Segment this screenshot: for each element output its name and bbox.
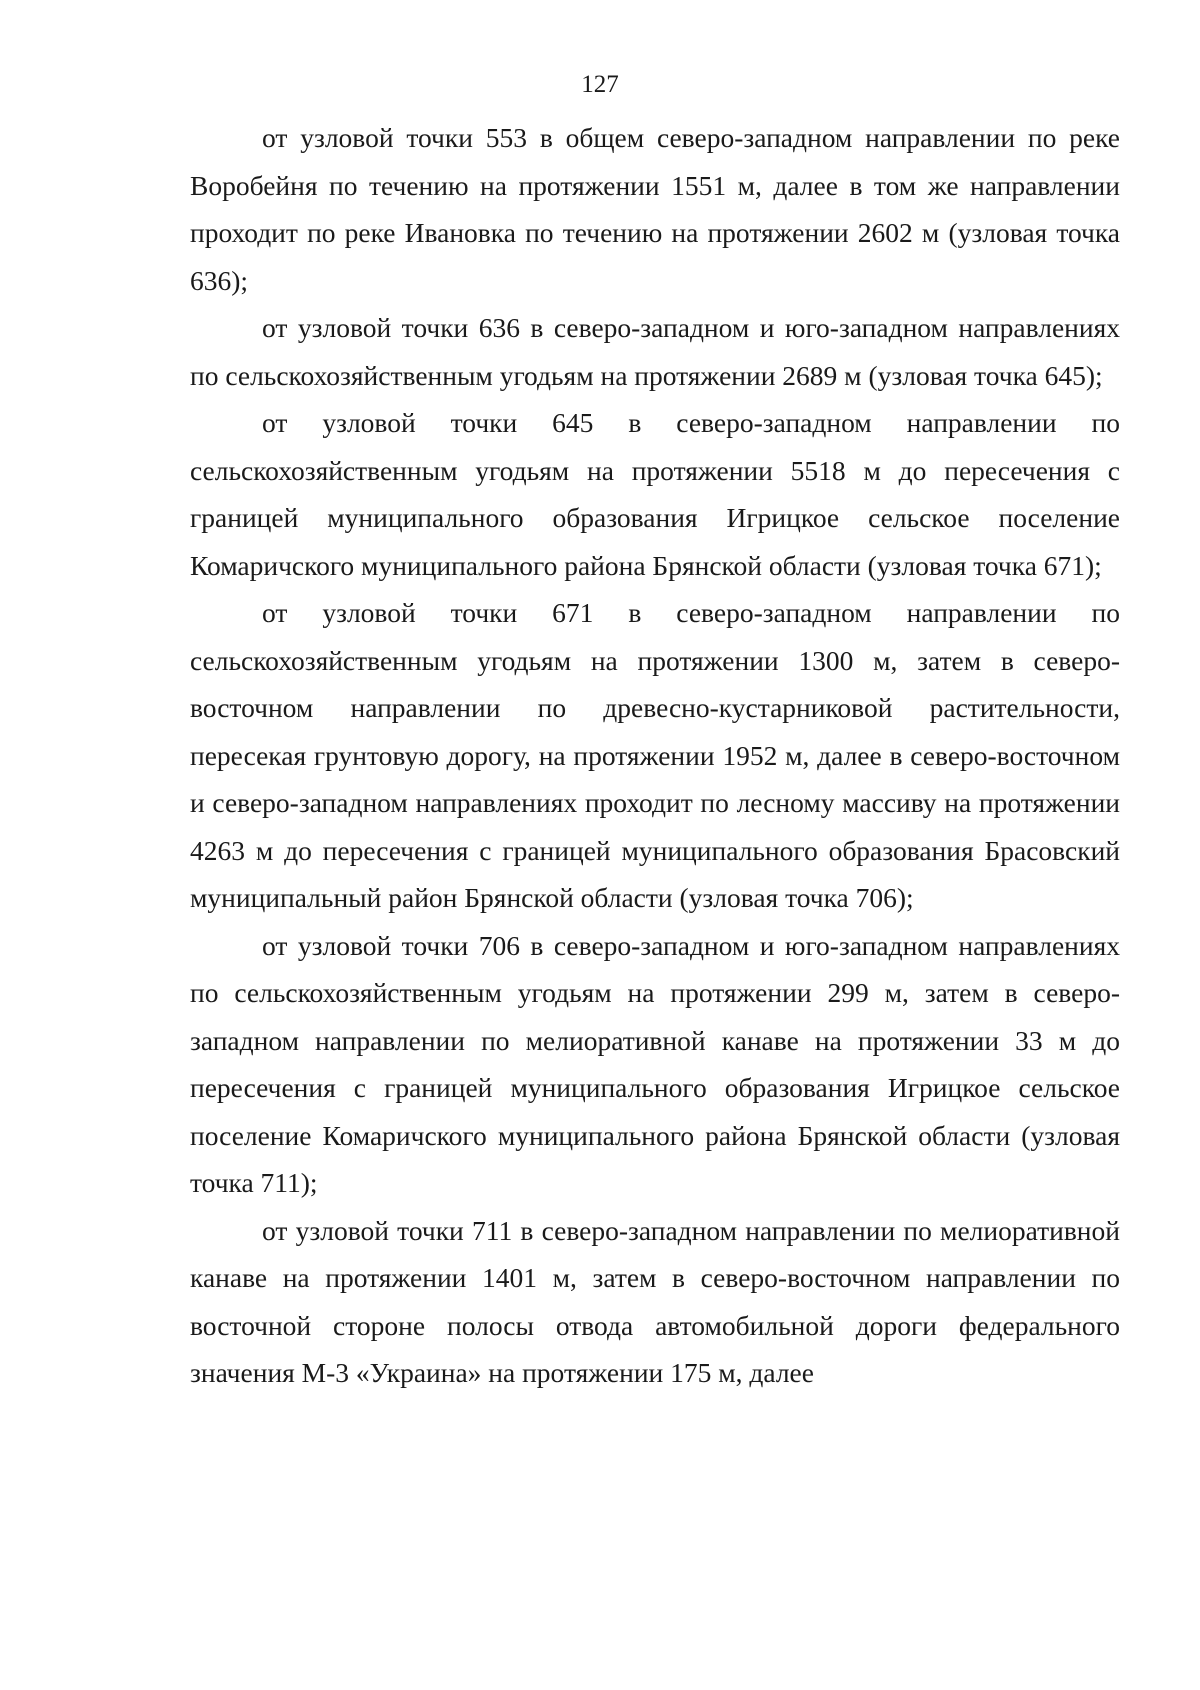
paragraph-node-671: от узловой точки 671 в северо-западном направлении по сельскохозяйственным угодьям на протяжении 1300 м, затем в северо-восточном направлении по древесно-кустарниковой растительности, пересекая грунтовую дорогу, на протяжении 1952 м, далее в северо-восточном и северо-западном направлениях проходит по лесному массиву на протяжении 4263 м до пересечения с границей муниципального образования Брасовский муниципальный район Брянской области (узловая точка 706); [190, 597, 1120, 913]
paragraph-node-645: от узловой точки 645 в северо-западном направлении по сельскохозяйственным угодьям на протяжении 5518 м до пересечения с границей муниципального образования Игрицкое сельское поселение Комаричского муниципального района Брянской области (узловая точка 671); [190, 407, 1120, 581]
paragraph-node-553: от узловой точки 553 в общем северо-западном направлении по реке Воробейня по течению на протяжении 1551 м, далее в том же направлении проходит по реке Ивановка по течению на протяжении 2602 м (узловая точка 636); [190, 122, 1120, 296]
paragraph-node-711: от узловой точки 711 в северо-западном направлении по мелиоративной канаве на протяжении 1401 м, затем в северо-восточном направлении по восточной стороне полосы отвода автомобильной дороги федерального значения М-3 «Украина» на протяжении 175 м, далее [190, 1214, 1120, 1388]
paragraph-node-706: от узловой точки 706 в северо-западном и юго-западном направлениях по сельскохозяйственным угодьям на протяжении 299 м, затем в северо-западном направлении по мелиоративной канаве на протяжении 33 м до пересечения с границей муниципального образования Игрицкое сельское поселение Комаричского муниципального района Брянской области (узловая точка 711); [190, 929, 1120, 1198]
page-number: 127 [581, 71, 619, 98]
paragraph-node-636: от узловой точки 636 в северо-западном и юго-западном направлениях по сельскохозяйственным угодьям на протяжении 2689 м (узловая точка 645); [190, 312, 1120, 391]
document-body [190, 114, 1120, 1397]
